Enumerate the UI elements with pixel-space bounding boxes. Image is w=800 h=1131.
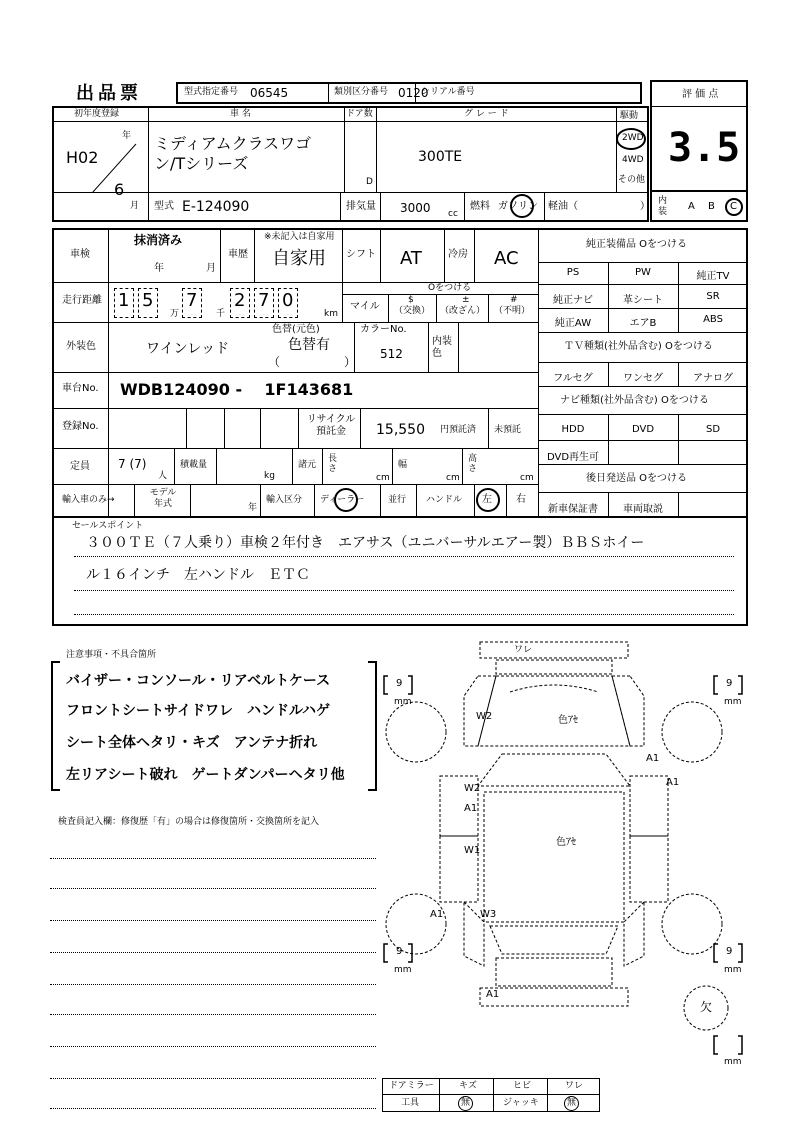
vehicle-detail-table xyxy=(52,228,748,518)
history-label: 車歴 xyxy=(228,249,248,260)
inspection-label: 車検 xyxy=(70,249,90,260)
car-name-line1: ミディアムクラスワゴ xyxy=(154,134,312,153)
import-only-label: 輸入車のみ→ xyxy=(62,495,115,505)
tools-none-circle xyxy=(458,1096,473,1111)
ac-label: 冷房 xyxy=(448,249,468,260)
navi-label: ナビ種類(社外品含む) Oをつける xyxy=(560,395,709,406)
handle-left-circle xyxy=(476,488,500,512)
tread-mm: mm xyxy=(394,697,412,707)
recycle-label: リサイクル預託金 xyxy=(306,414,356,437)
class-code: 0120 xyxy=(398,86,429,100)
notes-label: 注意事項・不具合箇所 xyxy=(66,650,157,660)
option-item: 純正TV xyxy=(696,271,730,282)
navi-option: HDD xyxy=(561,424,585,435)
color-value: ワインレッド xyxy=(146,341,230,357)
score-label: 評 価 点 xyxy=(682,89,719,100)
doors-label: ドア数 xyxy=(346,109,373,119)
model-year-unit: 年 xyxy=(248,503,258,513)
mileage-man: 万 xyxy=(170,309,180,319)
drive-label: 駆動 xyxy=(620,111,639,121)
mileage-label: 走行距離 xyxy=(62,295,102,306)
sales-label: セールスポイント xyxy=(72,521,144,531)
inspector-label: 検査員記入欄：修復歴「有」の場合は修復箇所・交換箇所を記入 xyxy=(58,817,320,827)
tread-rear-left: 9 xyxy=(396,946,403,957)
month-unit: 月 xyxy=(130,201,140,211)
mileage-digit: 7 xyxy=(186,290,198,311)
grade-label: グ レ ー ド xyxy=(464,109,509,119)
chassis-label: 車台No. xyxy=(62,383,99,394)
tv-option: アナログ xyxy=(693,373,733,384)
drive-other: その他 xyxy=(618,175,646,185)
color-no: 512 xyxy=(380,347,403,361)
tv-option: フルセグ xyxy=(553,373,593,384)
tread-rear-right: 9 xyxy=(726,946,733,957)
damage-mark: A1 xyxy=(464,803,478,814)
option-item: PS xyxy=(566,267,580,278)
interior-a: A xyxy=(688,201,695,212)
model-year-label: モデル年式 xyxy=(149,488,177,509)
option-item: 革シート xyxy=(623,295,663,306)
registration-label: 登録No. xyxy=(62,421,99,432)
legend-cell: ジャッキ xyxy=(503,1098,539,1108)
option-item: SR xyxy=(706,291,720,302)
serial-label: シリアル番号 xyxy=(421,87,475,97)
repaint-value: 色替有 xyxy=(288,337,330,353)
spare-tire-missing: 欠 xyxy=(700,1000,713,1014)
interior-c-circle xyxy=(725,198,743,216)
interior-c: C xyxy=(730,201,737,212)
legend-cell: ドアミラー xyxy=(389,1081,434,1091)
load-label: 積載量 xyxy=(180,460,208,470)
displacement-unit: cc xyxy=(448,209,458,219)
legend-cell: キズ xyxy=(459,1081,477,1091)
inspection-month-unit: 月 xyxy=(206,263,216,274)
reg-month: 6 xyxy=(114,180,125,199)
height-label: 高さ xyxy=(468,454,478,474)
spare-mm: mm xyxy=(724,1057,742,1067)
length-cm: cm xyxy=(376,473,390,483)
tv-option: ワンセグ xyxy=(623,373,663,384)
jack-none-circle xyxy=(564,1096,579,1111)
doors-unit: D xyxy=(366,177,373,187)
color-label: 外装色 xyxy=(66,341,96,352)
unknown-sym: # xyxy=(510,295,518,305)
width-cm: cm xyxy=(446,473,460,483)
fuel-close: ） xyxy=(640,201,650,212)
option-item: 純正ナビ xyxy=(553,295,593,306)
page-title: 出品票 xyxy=(76,83,142,104)
class-code-label: 類別区分番号 xyxy=(334,87,389,97)
displacement-label: 排気量 xyxy=(346,201,376,212)
tread-mm: mm xyxy=(724,697,742,707)
damage-mark: A1 xyxy=(646,753,660,764)
mileage-mile: マイル xyxy=(350,301,380,312)
mileage-digit: 7 xyxy=(258,290,270,311)
tv-label: ＴＶ種類(社外品含む) Oをつける xyxy=(564,341,713,352)
shift-label: シフト xyxy=(346,249,376,260)
width-label: 幅 xyxy=(398,460,408,470)
shift-value: AT xyxy=(400,248,422,269)
fuel-diesel: 軽油（ xyxy=(548,201,578,212)
vehicle-basic-table xyxy=(52,106,649,222)
interior-color-label: 内装色 xyxy=(432,336,452,359)
car-name-label: 車 名 xyxy=(230,109,251,119)
legend-cell: ワレ xyxy=(565,1081,584,1091)
option-item: 純正AW xyxy=(554,318,592,329)
color-no-label: カラーNo. xyxy=(360,324,407,335)
handle-left: 左 xyxy=(482,494,492,505)
era-year: H02 xyxy=(66,148,99,167)
note-item: フロントシートサイドワレ ハンドルハゲ xyxy=(66,703,331,719)
exchange-label: （交換） xyxy=(394,306,431,316)
equipment-legend xyxy=(382,1078,600,1112)
recycle-pending: 未預託 xyxy=(494,425,522,435)
docs-option: 新車保証書 xyxy=(548,504,598,515)
damage-mark: A1 xyxy=(666,777,680,788)
tread-front-left: 9 xyxy=(396,678,403,689)
altered-sym: ± xyxy=(462,295,470,305)
capacity-unit: 人 xyxy=(158,471,168,481)
damage-mark: W3 xyxy=(480,909,497,920)
paren-close: ） xyxy=(344,355,357,369)
tread-front-right: 9 xyxy=(726,678,733,689)
load-unit: kg xyxy=(264,471,275,481)
sales-line2: ル１６インチ 左ハンドル ＥＴＣ xyxy=(86,567,310,583)
tread-mm: mm xyxy=(724,965,742,975)
tread-mm: mm xyxy=(394,965,412,975)
year-unit: 年 xyxy=(122,131,132,141)
damage-roof: 色ｱｾ xyxy=(556,837,576,848)
damage-hood: 色ｱｾ xyxy=(558,715,578,726)
fuel-label: 燃料 xyxy=(470,201,490,212)
paren-open: （ xyxy=(268,355,281,369)
damage-mark: W2 xyxy=(476,711,493,722)
damage-mark: W2 xyxy=(464,783,481,794)
damage-mark: A1 xyxy=(486,989,500,1000)
mileage-circle-note: Oをつける xyxy=(428,283,472,293)
length-label: 長さ xyxy=(328,454,338,474)
option-item: PW xyxy=(635,267,651,278)
mileage-km: km xyxy=(324,309,338,319)
mileage-digit: 0 xyxy=(282,290,294,311)
import-dealer: ディーラー xyxy=(320,495,365,505)
damage-mark: W1 xyxy=(464,845,481,856)
docs-label: 後日発送品 Oをつける xyxy=(586,473,688,484)
recycle-value: 15,550 xyxy=(376,422,425,438)
model-label: 型式 xyxy=(154,201,174,212)
header-codes xyxy=(176,82,642,104)
handle-right: 右 xyxy=(516,494,526,505)
note-item: バイザー・コンソール・リアベルトケース xyxy=(66,673,331,689)
legend-cell: ヒビ xyxy=(513,1081,532,1091)
repaint-label: 色替(元色) xyxy=(272,324,320,335)
navi-option: SD xyxy=(705,424,721,435)
note-item: シート全体ヘタリ・キズ アンテナ折れ xyxy=(66,735,318,751)
height-cm: cm xyxy=(520,473,534,483)
sales-point-box xyxy=(52,516,748,626)
displacement-value: 3000 xyxy=(400,201,431,215)
history-value: 自家用 xyxy=(272,248,326,269)
legend-cell: 工具 xyxy=(401,1098,420,1108)
interior-b: B xyxy=(708,201,715,212)
import-category-label: 輸入区分 xyxy=(266,495,303,505)
score-value: 3.5 xyxy=(668,125,741,171)
fuel-gasoline: ガソリン xyxy=(498,201,538,212)
capacity-label: 定員 xyxy=(70,461,90,472)
recycle-status: 円預託済 xyxy=(440,425,477,435)
note-item: 左リアシート破れ ゲートダンパーヘタリ他 xyxy=(66,767,345,783)
handle-label: ハンドル xyxy=(426,495,463,505)
date-slash xyxy=(56,122,148,192)
inspection-year-unit: 年 xyxy=(154,263,164,274)
navi-extra: DVD再生可 xyxy=(546,452,600,463)
model-code-label: 型式指定番号 xyxy=(184,87,239,97)
first-reg-label: 初年度登録 xyxy=(74,109,120,119)
interior-label: 内装 xyxy=(658,196,668,217)
model-code: 06545 xyxy=(250,86,289,100)
drive-4wd: 4WD xyxy=(622,155,644,165)
dealer-circle xyxy=(334,488,358,512)
ac-value: AC xyxy=(494,248,519,269)
genuine-options-label: 純正装備品 Oをつける xyxy=(586,239,688,250)
drive-2wd-circle xyxy=(616,128,646,150)
docs-option: 車両取説 xyxy=(623,504,663,515)
damage-mark: A1 xyxy=(430,909,444,920)
exchange-sym: $ xyxy=(408,295,414,305)
capacity-value: 7 (7) xyxy=(118,457,147,471)
chassis-value: WDB124090 - 1F143681 xyxy=(120,380,354,399)
mileage-sen: 千 xyxy=(216,309,226,319)
navi-option: DVD xyxy=(631,424,655,435)
interior-grade xyxy=(650,190,748,222)
legend-cell: 無 xyxy=(461,1098,471,1108)
sales-line1: ３００ＴＥ（７人乗り）車検２年付き エアサス（ユニバーサルエアー製）ＢＢＳホイー xyxy=(86,535,645,551)
altered-label: （改ざん） xyxy=(440,306,486,316)
dims-label: 諸元 xyxy=(298,460,317,470)
option-item: ABS xyxy=(703,314,723,325)
damage-front-bumper: ワレ xyxy=(514,645,533,655)
history-note: ※未記入は自家用 xyxy=(264,232,335,242)
car-name-line2: ン/Tシリーズ xyxy=(154,154,249,173)
drive-2wd: 2WD xyxy=(622,133,644,143)
inspection-value: 抹消済み xyxy=(134,233,183,247)
mileage-digit: 5 xyxy=(142,290,154,311)
unknown-label: （不明） xyxy=(494,306,531,316)
mileage-digit: 1 xyxy=(118,290,130,311)
import-parallel: 並行 xyxy=(388,495,407,505)
fuel-circle xyxy=(510,194,534,218)
legend-cell: 無 xyxy=(567,1098,577,1108)
model-value: E-124090 xyxy=(182,199,250,215)
option-item: エアB xyxy=(629,318,657,329)
grade-value: 300TE xyxy=(418,149,463,165)
mileage-digit: 2 xyxy=(234,290,246,311)
